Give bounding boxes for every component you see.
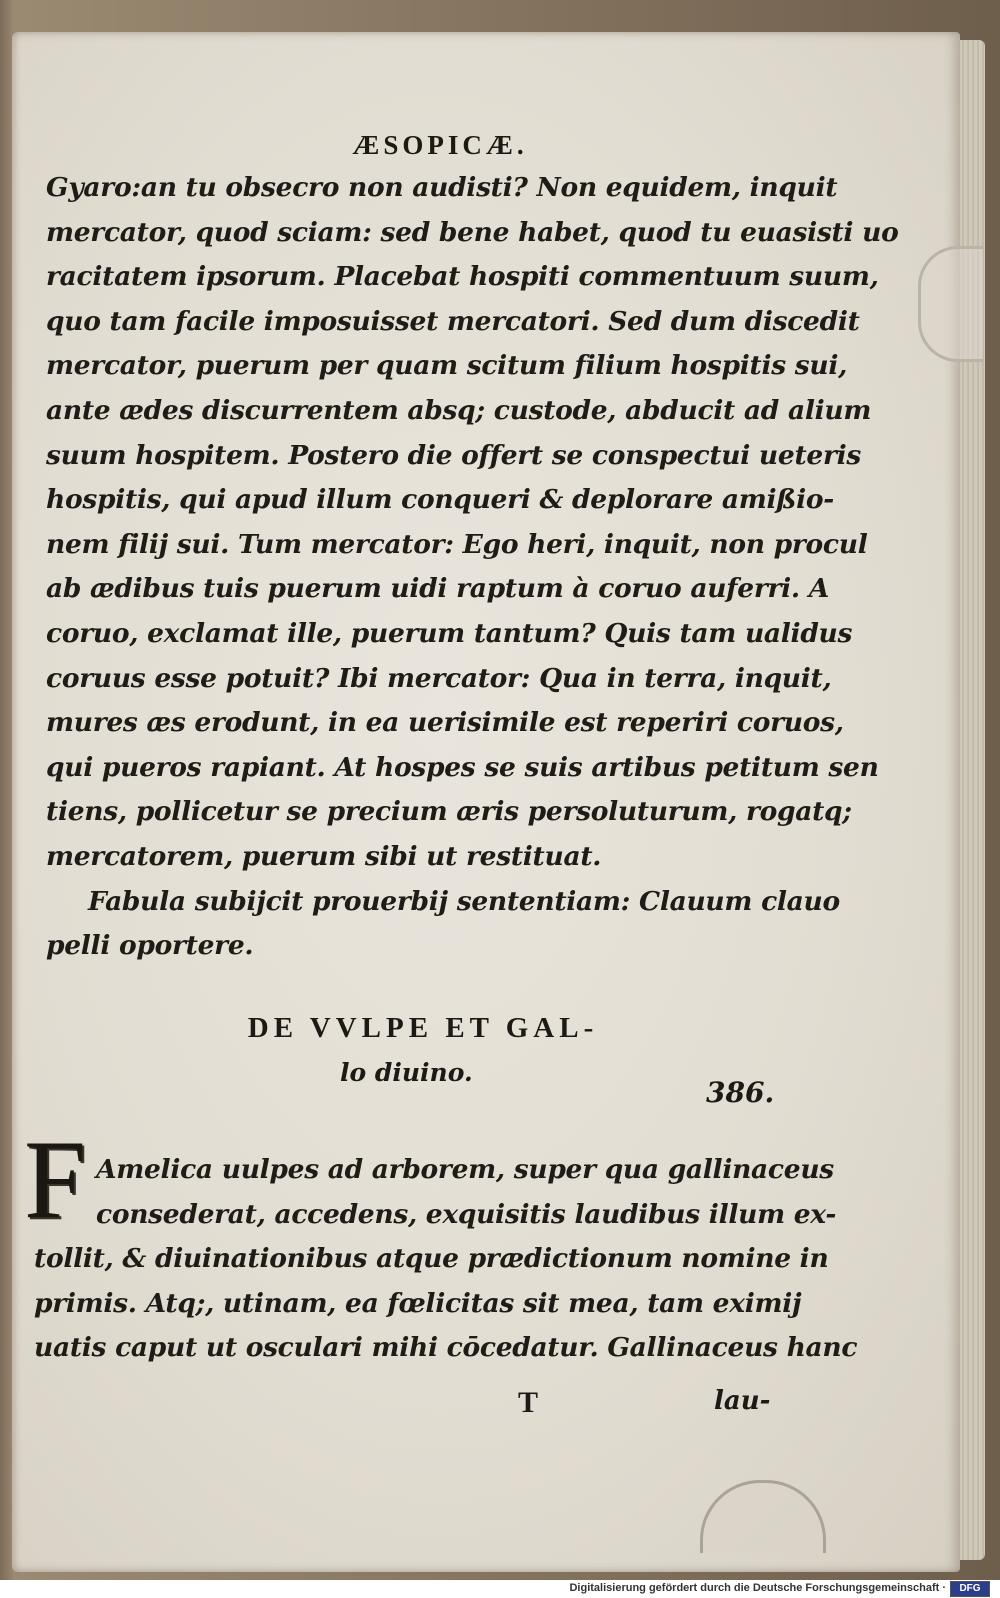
text-line: mercator, quod sciam: sed bene habet, quod tu euasisti uo	[46, 216, 899, 248]
drop-initial: F	[24, 1118, 87, 1242]
fable-line: primis. Atq;, utinam, ea fœlicitas sit mea, tam eximij	[34, 1287, 802, 1319]
text-line: qui pueros rapiant. At hospes se suis artibus petitum sen	[46, 751, 879, 783]
text-line: Gyaro:an tu obsecro non audisti? Non equidem, inquit	[46, 172, 838, 203]
text-line: coruus esse potuit? Ibi mercator: Qua in terra, inquit,	[46, 662, 832, 694]
dfg-logo: DFG	[950, 1581, 990, 1597]
text-line: quo tam facile imposuisset mercatori. Sed dum discedit	[46, 305, 860, 337]
section-title-continued: lo diuino.	[340, 1058, 473, 1087]
text-line: suum hospitem. Postero die offert se conspectui ueteris	[46, 439, 861, 471]
text-line: racitatem ipsorum. Placebat hospiti commentuum suum,	[46, 261, 879, 293]
moral-line: pelli oportere.	[46, 930, 254, 962]
footer-credit: Digitalisierung gefördert durch die Deutsche Forschungsgemeinschaft ·	[569, 1582, 946, 1594]
text-line: tiens, pollicetur se precium æris persoluturum, rogatq;	[46, 796, 852, 828]
text-line: nem filij sui. Tum mercator: Ego heri, inquit, non procul	[46, 528, 868, 560]
fable-line: tollit, & diuinationibus atque prædictionum nomine in	[34, 1243, 829, 1275]
text-line: mercatorem, puerum sibi ut restituat.	[46, 840, 602, 872]
moral-line: Fabula subijcit prouerbij sententiam: Clauum clauo	[88, 885, 840, 917]
text-line: mercator, puerum per quam scitum filium hospitis sui,	[46, 350, 848, 382]
text-line: hospitis, qui apud illum conqueri & deplorare amißio-	[46, 484, 834, 516]
fable-number: 386.	[706, 1076, 775, 1109]
fable-text	[34, 1148, 858, 1371]
text-line: mures æs erodunt, in ea uerisimile est reperiri coruos,	[46, 707, 844, 739]
text-line: ab ædibus tuis puerum uidi raptum à coruo auferri. A	[46, 573, 830, 605]
signature-mark: T	[518, 1386, 539, 1419]
main-text	[46, 166, 899, 969]
fable-line: Amelica uulpes ad arborem, super qua gallinaceus	[96, 1154, 834, 1185]
running-head: ÆSOPICÆ.	[352, 130, 528, 160]
text-line: coruo, exclamat ille, puerum tantum? Quis tam ualidus	[46, 617, 853, 649]
text-line: ante ædes discurrentem absq; custode, abducit ad alium	[46, 394, 872, 426]
page-tab-marker	[918, 246, 983, 362]
catchword: lau-	[714, 1386, 771, 1416]
footer-bar	[0, 1580, 1000, 1598]
fable-line: consederat, accedens, exquisitis laudibus illum ex-	[96, 1198, 837, 1230]
fable-line: uatis caput ut osculari mihi cōcedatur. Gallinaceus hanc	[34, 1332, 858, 1364]
section-title: DE VVLPE ET GAL-	[247, 1012, 599, 1044]
